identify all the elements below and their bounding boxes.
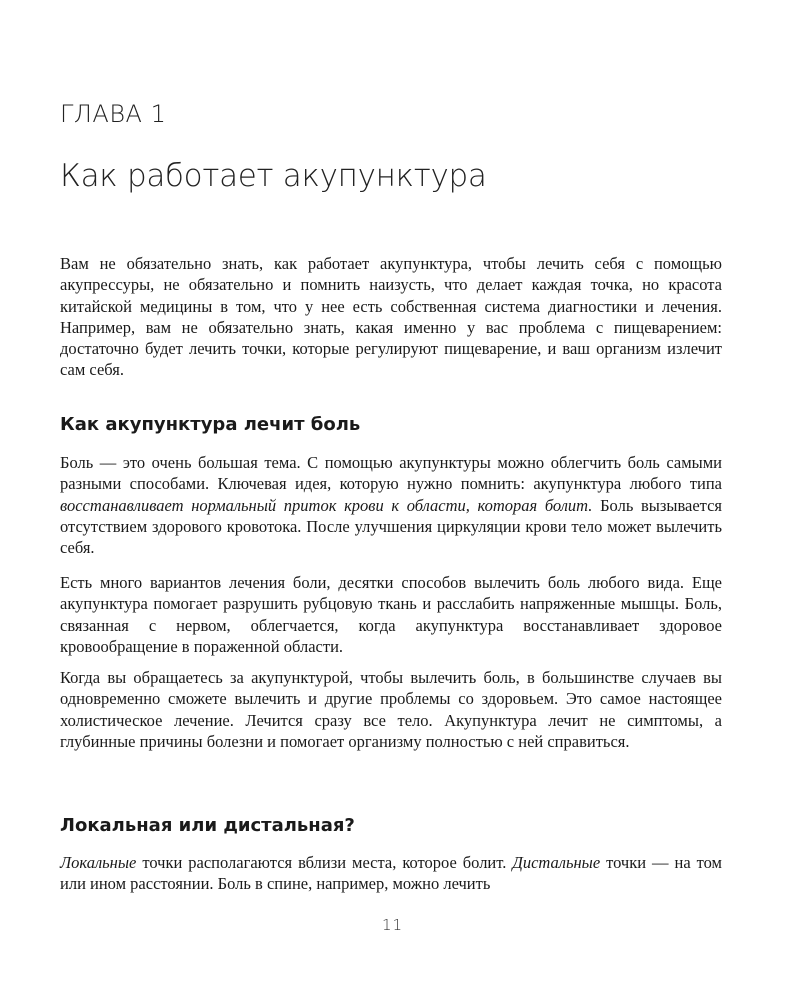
section-heading-pain: Как акупунктура лечит боль bbox=[60, 414, 361, 435]
chapter-title: Как работает акупунктура bbox=[60, 158, 487, 194]
chapter-label: ГЛАВА 1 bbox=[60, 100, 167, 128]
section-heading-local-distal: Локальная или дистальная? bbox=[60, 815, 355, 836]
text-run: точки — на том или ином расстоянии. Боль в спине, например, можно лечить bbox=[60, 853, 722, 894]
text-run: Боль — это очень большая тема. С помощью акупунктуры можно облегчить боль самыми разными способами. Ключевая идея, которую нужно помнить: акупунктура любого типа bbox=[60, 453, 722, 494]
paragraph-local-distal bbox=[60, 852, 722, 895]
emphasized-text: Локальные bbox=[60, 853, 137, 872]
paragraph-pain-3: Когда вы обращаетесь за акупунктурой, чтобы вылечить боль, в большинстве случаев вы одновременно сможете вылечить и другие проблемы со здоровьем. Это самое настоящее холистическое лечение. Лечится сразу все тело. Акупунктура лечит не симптомы, а глубинные причины болезни и помогает организму полностью с ней справиться. bbox=[60, 668, 722, 751]
paragraph-pain-1 bbox=[60, 452, 722, 558]
text-run: Боль вызывается отсутствием здорового кровотока. После улучшения циркуляции крови тело может вылечить себя. bbox=[60, 495, 722, 558]
page-number: 11 bbox=[382, 916, 404, 934]
text-run: точки располагаются вблизи места, которое болит. bbox=[136, 853, 513, 872]
emphasized-text: Дистальные bbox=[512, 853, 601, 872]
intro-paragraph: Вам не обязательно знать, как работает акупунктура, чтобы лечить себя с помощью акупрессуры, не обязательно и помнить наизусть, что делает каждая точка, но красота китайской медицины в том, что у нее есть собственная система диагностики и лечения. Например, вам не обязательно знать, какая именно у вас проблема с пищеварением: достаточно будет лечить точки, которые регулируют пищеварение, и ваш организм излечит сам себя. bbox=[60, 254, 722, 380]
paragraph-pain-2: Есть много вариантов лечения боли, десятки способов вылечить боль любого вида. Еще акупунктура помогает разрушить рубцовую ткань и расслабить напряженные мышцы. Боль, связанная с нервом, облегчается, когда акупунктура восстанавливает здоровое кровообращение в пораженной области. bbox=[60, 573, 722, 656]
emphasized-text: восстанавливает нормальный приток крови к области, которая болит. bbox=[60, 495, 593, 515]
